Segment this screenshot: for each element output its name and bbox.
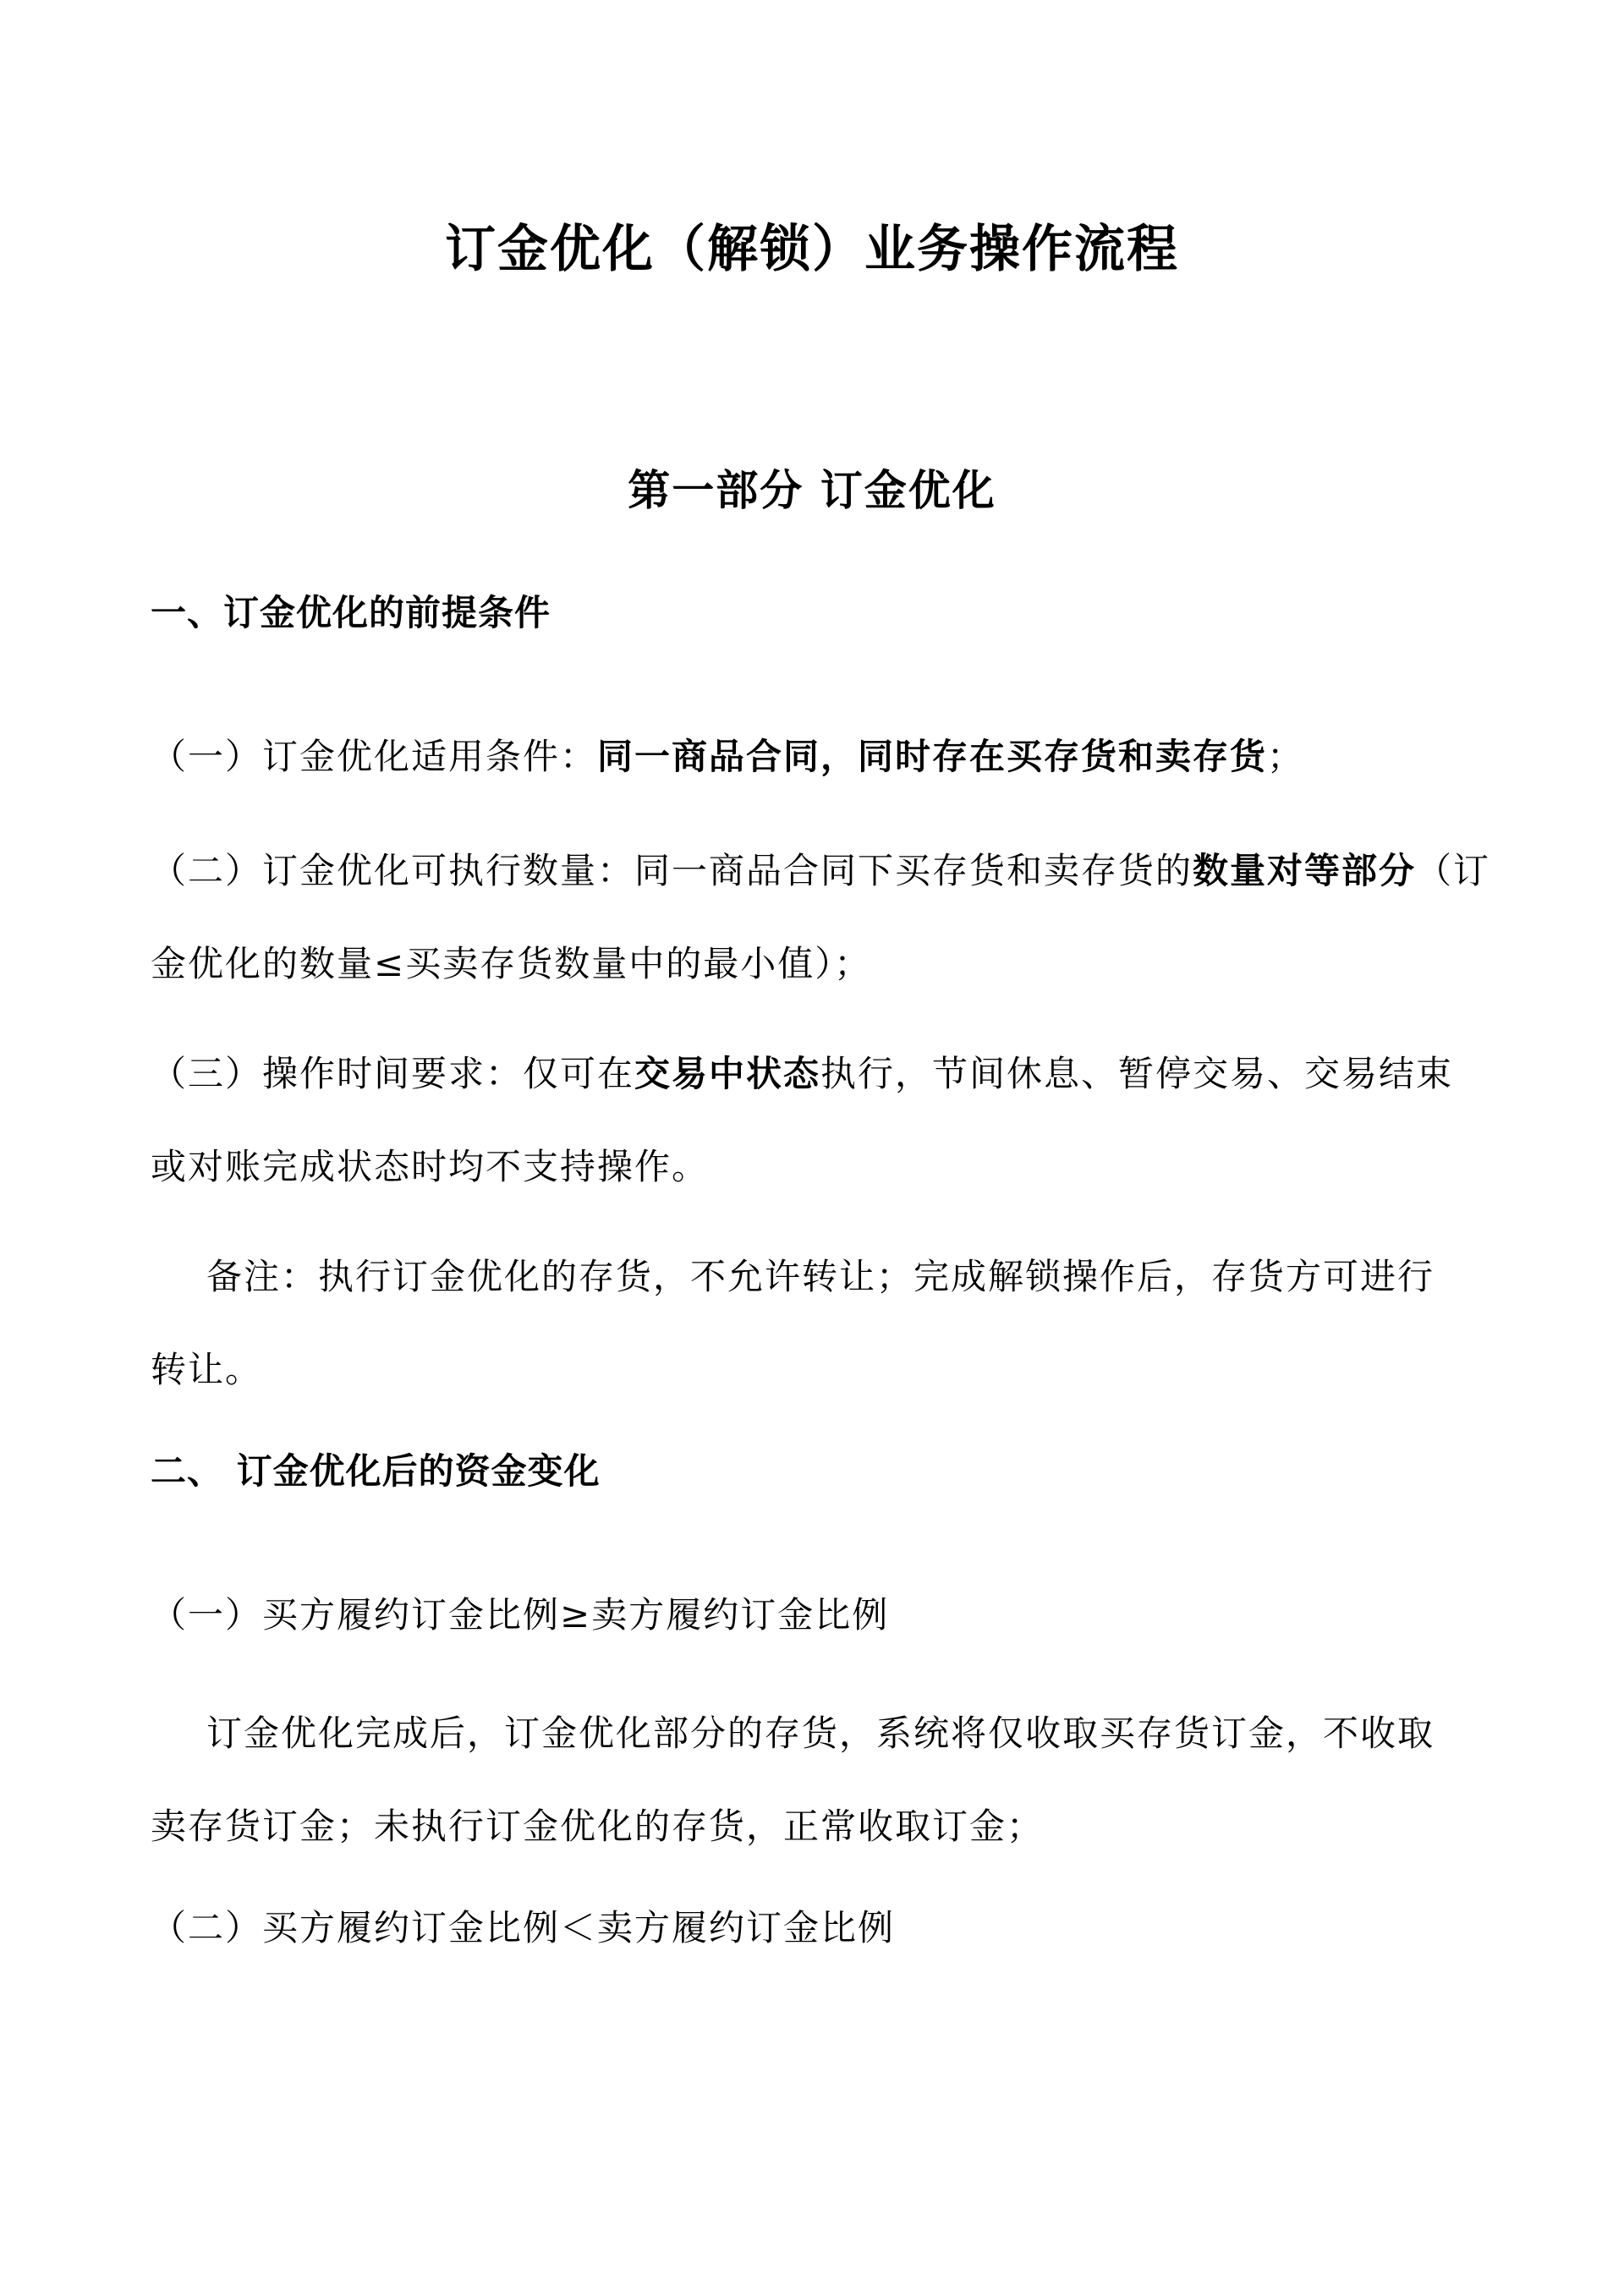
condition-item-3 [151, 1049, 1479, 1192]
fund-item-2: （二）买方履约订金比例＜卖方履约订金比例 [151, 1907, 896, 1948]
document-title: 订金优化（解锁）业务操作流程 [445, 220, 1179, 279]
condition-item-2-prefix: （二）订金优化可执行数量：同一商品合同下买存货和卖存货的 [151, 850, 1193, 891]
condition-item-2 [151, 846, 1491, 989]
condition-item-3-line2: 或对账完成状态时均不支持操作。 [151, 1146, 710, 1187]
condition-item-3-prefix: （三）操作时间要求：仅可在 [151, 1053, 635, 1094]
part-title: 第一部分 订金优化 [628, 465, 996, 515]
condition-item-1-bold: 同一商品合同，同时存在买存货和卖存货 [597, 736, 1268, 777]
condition-item-1-suffix: ； [1267, 736, 1305, 777]
section-heading-2: 二、 订金优化后的资金变化 [151, 1450, 601, 1492]
note-line-1: 备注：执行订金优化的存货，不允许转让；完成解锁操作后，存货方可进行 [206, 1256, 1435, 1297]
note-line-2: 转让。 [151, 1349, 263, 1390]
condition-item-3-suffix: 执行，节间休息、暂停交易、交易结束 [820, 1053, 1454, 1094]
note-paragraph [151, 1252, 1479, 1395]
condition-item-2-bold: 数量对等部分 [1193, 850, 1417, 891]
fund-item-1: （一）买方履约订金比例≥卖方履约订金比例 [151, 1594, 890, 1636]
condition-item-1 [151, 732, 1479, 782]
fund-item-1-body [151, 1708, 1479, 1852]
condition-item-2-suffix: （订 [1416, 850, 1491, 891]
condition-item-2-line2: 金优化的数量≤买卖存货数量中的最小值）； [151, 943, 872, 984]
fund-item-1-body-line-2: 卖存货订金；未执行订金优化的存货，正常收取订金； [151, 1806, 1045, 1847]
condition-item-1-prefix: （一）订金优化适用条件： [151, 736, 598, 777]
condition-item-3-bold: 交易中状态 [634, 1053, 821, 1094]
fund-item-1-body-line-1: 订金优化完成后，订金优化部分的存货，系统将仅收取买存货订金，不收取 [206, 1712, 1435, 1754]
section-heading-1: 一、订金优化的前提条件 [151, 592, 551, 633]
